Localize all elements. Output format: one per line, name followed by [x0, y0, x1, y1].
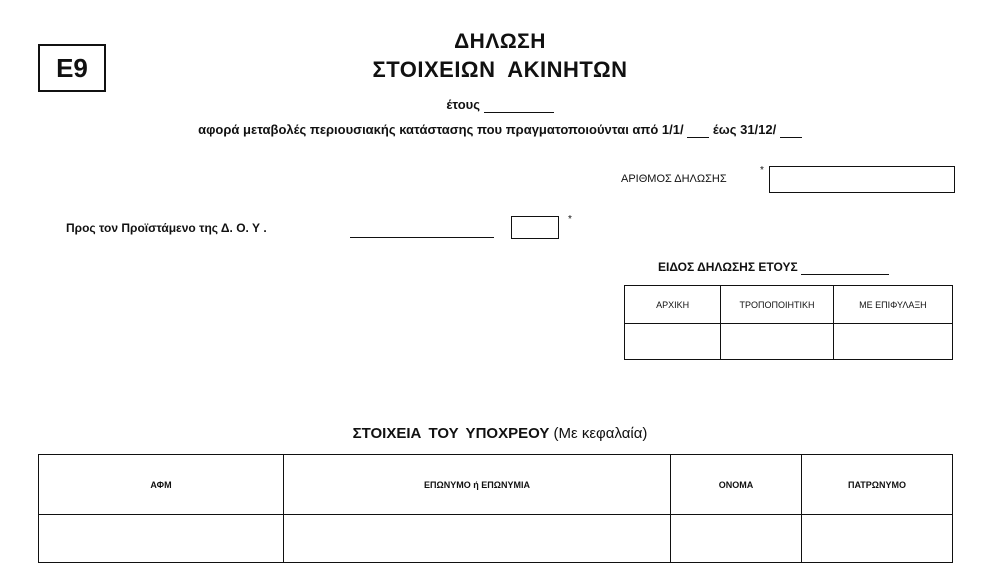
taxpayer-name-field[interactable] — [671, 515, 802, 563]
period-start-year-field[interactable] — [687, 122, 709, 138]
taxpayer-afm-field[interactable] — [39, 515, 284, 563]
tax-office-code-field[interactable] — [511, 216, 559, 239]
declaration-type-line — [658, 260, 889, 275]
declaration-type-header-amending: ΤΡΟΠΟΠΟΙΗΤΙΚΗ — [721, 286, 834, 324]
period-line — [0, 122, 1000, 138]
declaration-type-header-reserved: ΜΕ ΕΠΙΦΥΛΑΞΗ — [833, 286, 952, 324]
tax-office-field[interactable] — [350, 237, 494, 238]
declaration-number-label: ΑΡΙΘΜΟΣ ΔΗΛΩΣΗΣ — [621, 173, 727, 185]
declaration-number-mark: * — [760, 165, 764, 176]
tax-office-label: Προς τον Προϊστάμενο της Δ. Ο. Υ . — [66, 221, 267, 235]
taxpayer-section-note: (Με κεφαλαία) — [553, 425, 648, 442]
tax-office-mark: * — [568, 214, 572, 225]
taxpayer-section-title: ΣΤΟΙΧΕΙΑ ΤΟΥ ΥΠΟΧΡΕΟΥ — [352, 425, 550, 442]
declaration-type-label: ΕΙΔΟΣ ΔΗΛΩΣΗΣ ΕΤΟΥΣ — [658, 260, 798, 274]
taxpayer-header-afm: ΑΦΜ — [39, 455, 284, 515]
form-title-line1: ΔΗΛΩΣΗ — [454, 30, 546, 53]
declaration-type-amending-checkbox[interactable] — [721, 324, 834, 360]
declaration-number-field[interactable] — [769, 166, 955, 193]
year-field[interactable] — [484, 97, 554, 113]
period-mid: έως 31/12/ — [712, 122, 777, 137]
declaration-type-header-initial: ΑΡΧΙΚΗ — [625, 286, 721, 324]
declaration-type-initial-checkbox[interactable] — [625, 324, 721, 360]
taxpayer-header-surname: ΕΠΩΝΥΜΟ ή ΕΠΩΝΥΜΙΑ — [284, 455, 671, 515]
year-line — [0, 97, 1000, 113]
declaration-type-reserved-checkbox[interactable] — [833, 324, 952, 360]
taxpayer-section-title-line — [0, 425, 1000, 442]
taxpayer-surname-field[interactable] — [284, 515, 671, 563]
taxpayer-header-name: ΟΝΟΜΑ — [671, 455, 802, 515]
taxpayer-header-fathers-name: ΠΑΤΡΩΝΥΜΟ — [802, 455, 953, 515]
period-end-year-field[interactable] — [780, 122, 802, 138]
declaration-type-year-field[interactable] — [801, 260, 889, 275]
form-title-line2: ΣΤΟΙΧΕΙΩΝ ΑΚΙΝΗΤΩΝ — [372, 57, 628, 82]
form-code-badge: E9 — [38, 44, 106, 92]
year-label: έτους — [446, 97, 480, 112]
period-prefix: αφορά μεταβολές περιουσιακής κατάστασης που πραγματοποιούνται από 1/1/ — [198, 122, 684, 137]
declaration-type-table — [624, 285, 953, 360]
taxpayer-table — [38, 454, 953, 563]
taxpayer-fathers-name-field[interactable] — [802, 515, 953, 563]
